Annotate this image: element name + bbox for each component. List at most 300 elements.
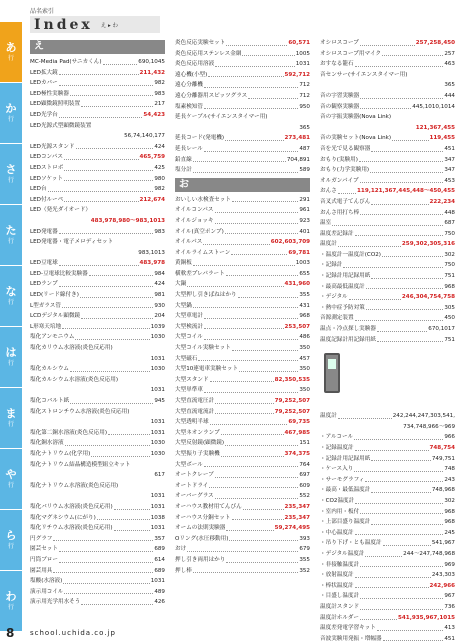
entry-pages: 424 xyxy=(154,281,165,288)
index-entry[interactable] xyxy=(30,523,165,534)
entry-label: ・非接触温度計 xyxy=(320,561,360,568)
index-entry[interactable] xyxy=(175,49,310,60)
index-entry[interactable] xyxy=(320,303,455,314)
entry-pages: 750 xyxy=(444,262,455,269)
index-entry[interactable] xyxy=(320,591,455,602)
index-entry[interactable] xyxy=(30,227,165,238)
leader-dots xyxy=(365,481,443,482)
leader-dots xyxy=(365,556,402,557)
index-entry[interactable] xyxy=(30,576,165,587)
entry-pages: 983 xyxy=(154,228,165,235)
leader-dots xyxy=(89,275,154,276)
index-entry[interactable] xyxy=(175,311,310,322)
entry-pages: 451 xyxy=(444,635,455,642)
tab-kana-6[interactable] xyxy=(0,388,22,448)
index-entry[interactable] xyxy=(175,290,310,301)
tab-kana-1[interactable] xyxy=(0,83,22,143)
index-entry-continued[interactable] xyxy=(320,80,455,91)
entry-label: オームの法則実験器 xyxy=(175,525,226,532)
index-entry[interactable] xyxy=(30,237,165,248)
entry-pages: 749,751 xyxy=(431,455,455,462)
index-entry[interactable] xyxy=(175,470,310,481)
entry-pages: 243 xyxy=(444,476,455,483)
index-entry[interactable] xyxy=(30,375,165,386)
entry-label: 温度計スタンド xyxy=(320,603,360,610)
index-entry[interactable] xyxy=(320,144,455,155)
index-entry[interactable] xyxy=(30,184,165,195)
entry-pages: 217 xyxy=(154,101,165,108)
index-entry[interactable] xyxy=(320,528,455,539)
index-entry[interactable] xyxy=(320,208,455,219)
entry-label: 塩化カリウム水溶液(炎色反応用) xyxy=(30,345,113,352)
index-entry[interactable] xyxy=(320,59,455,70)
entry-label: おけ xyxy=(175,546,187,553)
index-entry[interactable] xyxy=(30,428,165,439)
entry-pages: 465,759 xyxy=(139,154,165,161)
leader-dots xyxy=(371,524,443,525)
entry-pages: 374,375 xyxy=(284,450,310,457)
entry-pages: 1038 xyxy=(150,514,165,521)
index-entry[interactable] xyxy=(30,502,165,513)
tab-kana-label: ら xyxy=(5,529,17,542)
entry-pages: 121,367,455 xyxy=(415,124,455,131)
leader-dots xyxy=(62,328,150,329)
index-entry[interactable] xyxy=(175,322,310,333)
index-entry[interactable] xyxy=(175,502,310,513)
leader-dots xyxy=(193,265,295,266)
entry-label: 音の字習実験器 xyxy=(320,92,360,99)
index-entry[interactable] xyxy=(30,407,165,418)
entry-label: 温度計 xyxy=(320,241,337,248)
index-entry[interactable] xyxy=(175,80,310,91)
entry-label: 大型10連電車実験セット xyxy=(175,366,239,373)
entry-label: オイルライムストーン xyxy=(175,249,231,256)
leader-dots xyxy=(243,509,284,510)
index-entry[interactable] xyxy=(30,269,165,280)
entry-pages: 967 xyxy=(444,593,455,600)
leader-dots xyxy=(229,540,298,541)
index-entry-continued[interactable] xyxy=(30,491,165,502)
leader-dots xyxy=(97,519,150,520)
leader-dots xyxy=(355,534,444,535)
index-entry[interactable] xyxy=(320,313,455,324)
index-entry[interactable] xyxy=(320,496,455,507)
entry-pages: 1031 xyxy=(150,429,165,436)
index-entry[interactable] xyxy=(320,570,455,581)
leader-dots xyxy=(360,513,443,514)
index-entry[interactable] xyxy=(175,59,310,70)
index-entry[interactable] xyxy=(30,343,165,354)
index-entry[interactable] xyxy=(30,57,165,68)
index-entry[interactable] xyxy=(30,68,165,79)
leader-dots xyxy=(204,151,298,152)
index-entry[interactable] xyxy=(320,239,455,250)
index-entry[interactable] xyxy=(320,102,455,113)
entry-label: 塩化カルシウム xyxy=(30,366,69,373)
entry-label: L形寒天培地 xyxy=(30,323,62,330)
leader-dots xyxy=(59,265,139,266)
entry-label: 音の実験セット(Nova Link) xyxy=(320,135,392,142)
entry-label: 温度差発電学習キット xyxy=(320,625,376,632)
leader-dots xyxy=(371,278,443,279)
index-entry[interactable] xyxy=(175,269,310,280)
entry-label: ・放射温度計 xyxy=(320,572,354,579)
index-entry[interactable] xyxy=(30,534,165,545)
entry-pages: 69,735 xyxy=(288,419,310,426)
entry-pages: 750 xyxy=(444,230,455,237)
entry-pages: 151 xyxy=(299,440,310,447)
leader-dots xyxy=(226,530,273,531)
index-entry[interactable] xyxy=(175,438,310,449)
tab-kana-3[interactable] xyxy=(0,205,22,265)
index-entry[interactable] xyxy=(320,38,455,49)
entry-pages: 245 xyxy=(444,529,455,536)
index-entry[interactable] xyxy=(320,292,455,303)
entry-pages: 969 xyxy=(444,561,455,568)
index-entry[interactable] xyxy=(30,311,165,322)
entry-pages: 1031 xyxy=(150,493,165,500)
entry-pages: 483,978,980〜983,1013 xyxy=(90,217,165,224)
leader-dots xyxy=(59,85,154,86)
leader-dots xyxy=(215,498,299,499)
entry-label: ・サーモグラフィ xyxy=(320,476,365,483)
index-entry[interactable] xyxy=(320,443,455,454)
index-entry[interactable] xyxy=(320,112,455,123)
index-entry[interactable] xyxy=(175,102,310,113)
index-entry[interactable] xyxy=(30,205,165,216)
entry-label: 塩素検知管 xyxy=(175,103,203,110)
index-entry[interactable] xyxy=(30,279,165,290)
index-entry[interactable] xyxy=(320,581,455,592)
index-entry[interactable] xyxy=(175,396,310,407)
tab-kana-0[interactable] xyxy=(0,22,22,82)
tab-kana-4[interactable] xyxy=(0,266,22,326)
index-entry[interactable] xyxy=(30,396,165,407)
index-entry[interactable] xyxy=(175,417,310,428)
index-entry-continued[interactable] xyxy=(30,131,165,142)
entry-label: ・熱中症予防対策 xyxy=(320,304,365,311)
index-entry[interactable] xyxy=(175,544,310,555)
leader-dots xyxy=(366,309,444,310)
entry-label: おもり(力学実験用) xyxy=(320,167,370,174)
index-entry[interactable] xyxy=(30,110,165,121)
tab-kana-5[interactable] xyxy=(0,327,22,387)
index-entry[interactable] xyxy=(175,523,310,534)
index-entry-continued[interactable] xyxy=(30,470,165,481)
entry-label: 塩化コバルト紙 xyxy=(30,398,70,404)
leader-dots xyxy=(359,161,443,162)
index-entry[interactable] xyxy=(30,364,165,375)
leader-dots xyxy=(193,161,286,162)
leader-dots xyxy=(215,403,273,404)
index-entry[interactable] xyxy=(320,49,455,60)
entry-label: ・室内用・板付 xyxy=(320,508,360,515)
entry-pages: 655 xyxy=(299,270,310,277)
index-entry[interactable] xyxy=(30,566,165,577)
leader-dots xyxy=(225,445,298,446)
entry-pages: 983,1013 xyxy=(138,249,165,256)
entry-pages: 235,347 xyxy=(284,503,310,510)
tab-kana-2[interactable] xyxy=(0,144,22,204)
index-entry[interactable] xyxy=(320,260,455,271)
leader-dots xyxy=(193,307,299,308)
index-column-2 xyxy=(175,38,310,576)
index-entry[interactable] xyxy=(175,237,310,248)
entry-pages: 79,252,507 xyxy=(274,398,310,404)
tab-kana-8[interactable] xyxy=(0,510,22,570)
entry-label: 塩化リチウム水溶液(炎色反応用) xyxy=(30,525,113,532)
entry-label: おもり(実験用) xyxy=(320,156,358,163)
leader-dots xyxy=(226,275,299,276)
index-entry[interactable] xyxy=(175,248,310,259)
index-entry[interactable] xyxy=(320,282,455,293)
index-entry[interactable] xyxy=(30,587,165,598)
index-entry[interactable] xyxy=(320,324,455,335)
index-entry[interactable] xyxy=(320,517,455,528)
index-entry-continued[interactable] xyxy=(320,422,455,433)
index-entry[interactable] xyxy=(30,142,165,153)
index-entry[interactable] xyxy=(30,99,165,110)
index-entry[interactable] xyxy=(320,475,455,486)
index-entry-continued[interactable] xyxy=(175,123,310,134)
entry-label: 温度計 xyxy=(320,413,337,420)
index-entry[interactable] xyxy=(175,364,310,375)
index-entry[interactable] xyxy=(30,89,165,100)
index-entry[interactable] xyxy=(30,332,165,343)
entry-pages: 291 xyxy=(299,196,310,203)
entry-label: 塩化バリウム水溶液(炎色反応用) xyxy=(30,503,113,510)
entry-pages: 690,1045 xyxy=(138,59,165,65)
index-entry[interactable] xyxy=(320,218,455,229)
tab-kana-7[interactable] xyxy=(0,449,22,509)
entry-pages: 401 xyxy=(299,228,310,235)
index-entry[interactable] xyxy=(175,205,310,216)
leader-dots xyxy=(226,45,287,46)
entry-pages: 982 xyxy=(154,80,165,87)
index-entry[interactable] xyxy=(320,271,455,282)
entry-pages: 242,966 xyxy=(429,582,455,589)
leader-dots xyxy=(80,297,153,298)
entry-pages: 489 xyxy=(154,588,165,595)
tab-kana-label: な xyxy=(5,285,17,298)
index-entry[interactable] xyxy=(175,428,310,439)
index-entry[interactable] xyxy=(175,354,310,365)
entry-pages: 273,481 xyxy=(284,135,310,142)
entry-pages: 453 xyxy=(444,177,455,184)
index-entry[interactable] xyxy=(320,454,455,465)
index-entry[interactable] xyxy=(175,38,310,49)
entry-label: 延長レール xyxy=(175,145,203,152)
index-entry[interactable] xyxy=(175,227,310,238)
index-entry[interactable] xyxy=(30,597,165,608)
index-entry[interactable] xyxy=(30,555,165,566)
entry-label: 大型透明半球 xyxy=(175,419,209,426)
index-entry[interactable] xyxy=(175,279,310,290)
index-entry[interactable] xyxy=(175,481,310,492)
entry-pages: 602,603,709 xyxy=(270,239,310,246)
index-entry[interactable] xyxy=(175,144,310,155)
entry-label: LEDソケット xyxy=(30,175,63,182)
entry-pages: 357 xyxy=(154,535,165,542)
leader-dots xyxy=(371,460,431,461)
index-entry[interactable] xyxy=(30,438,165,449)
index-entry[interactable] xyxy=(320,485,455,496)
index-entry[interactable] xyxy=(175,133,310,144)
index-entry[interactable] xyxy=(30,290,165,301)
index-entry[interactable] xyxy=(320,155,455,166)
leader-dots xyxy=(343,267,443,268)
leader-dots xyxy=(355,577,431,578)
leader-dots xyxy=(221,434,284,435)
entry-pages: 1031 xyxy=(150,355,165,362)
tab-gyo-label: 行 xyxy=(7,482,14,489)
index-entry[interactable] xyxy=(175,375,310,386)
index-entry[interactable] xyxy=(320,197,455,208)
leader-dots xyxy=(75,339,149,340)
entry-pages: 222,234 xyxy=(429,198,455,205)
index-entry-continued[interactable] xyxy=(30,216,165,227)
index-title-box xyxy=(30,16,160,33)
index-entry[interactable] xyxy=(320,432,455,443)
index-entry[interactable] xyxy=(30,513,165,524)
index-entry-continued[interactable] xyxy=(30,248,165,259)
index-entry[interactable] xyxy=(175,407,310,418)
index-entry[interactable] xyxy=(175,195,310,206)
index-entry[interactable] xyxy=(175,332,310,343)
leader-dots xyxy=(215,477,299,478)
entry-label: LED豆電球 xyxy=(30,260,58,267)
index-entry-continued[interactable] xyxy=(30,385,165,396)
index-entry[interactable] xyxy=(30,258,165,269)
entry-label: 大型反射鏡(顕微鏡) xyxy=(175,440,225,447)
entry-label: 大型磁石 xyxy=(175,355,198,362)
entry-pages: 79,252,507 xyxy=(274,408,310,415)
index-entry[interactable] xyxy=(175,513,310,524)
entry-pages: 424 xyxy=(154,143,165,150)
entry-label: 塩化銅水溶液 xyxy=(30,440,64,447)
entry-label: オイルジョッキ xyxy=(175,217,214,224)
leader-dots xyxy=(360,609,443,610)
index-entry[interactable] xyxy=(175,555,310,566)
index-entry[interactable] xyxy=(175,112,310,123)
index-entry-continued[interactable] xyxy=(30,417,165,428)
index-entry[interactable] xyxy=(320,335,455,346)
index-entry[interactable] xyxy=(30,544,165,555)
leader-dots xyxy=(59,286,154,287)
index-title: Index xyxy=(34,16,93,33)
index-entry[interactable] xyxy=(320,411,455,422)
index-entry[interactable] xyxy=(320,549,455,560)
index-entry[interactable] xyxy=(30,152,165,163)
index-entry[interactable] xyxy=(30,449,165,460)
footer-url: school.uchida.co.jp xyxy=(30,629,116,637)
leader-dots xyxy=(248,98,298,99)
index-entry[interactable] xyxy=(175,491,310,502)
leader-dots xyxy=(59,551,153,552)
leader-dots xyxy=(209,487,298,488)
entry-pages: 704,891 xyxy=(286,156,310,163)
leader-dots xyxy=(360,566,443,567)
entry-pages: 457 xyxy=(299,355,310,362)
index-entry[interactable] xyxy=(320,186,455,197)
entry-pages: 82,350,535 xyxy=(274,376,310,383)
entry-pages: 235,347 xyxy=(284,514,310,521)
index-entry[interactable] xyxy=(175,165,310,176)
index-entry[interactable] xyxy=(175,91,310,102)
index-entry[interactable] xyxy=(320,70,455,81)
entry-label: ・デジタル温度計 xyxy=(320,550,365,557)
entry-label: 音の観察実験器 xyxy=(320,103,360,110)
index-entry[interactable] xyxy=(175,534,310,545)
entry-pages: 697 xyxy=(299,472,310,479)
tab-kana-label: わ xyxy=(5,590,17,603)
index-entry[interactable] xyxy=(30,163,165,174)
entry-label: オシロスコープ用マイク xyxy=(320,50,382,57)
entry-pages: 764 xyxy=(299,461,310,468)
index-entry[interactable] xyxy=(30,301,165,312)
index-entry[interactable] xyxy=(320,165,455,176)
entry-pages: 617 xyxy=(154,472,165,479)
index-entry[interactable] xyxy=(320,229,455,240)
index-entry[interactable] xyxy=(175,258,310,269)
entry-label: ・目盛し温度計 xyxy=(320,593,360,600)
index-entry-continued[interactable] xyxy=(320,123,455,134)
index-entry[interactable] xyxy=(175,70,310,81)
entry-label: ・上部目盛り温度計 xyxy=(320,519,371,526)
index-entry[interactable] xyxy=(30,174,165,185)
index-entry[interactable] xyxy=(30,460,165,471)
leader-dots xyxy=(53,572,153,573)
index-entry[interactable] xyxy=(320,538,455,549)
index-entry[interactable] xyxy=(30,322,165,333)
index-entry-continued[interactable] xyxy=(30,354,165,365)
index-entry[interactable] xyxy=(175,385,310,396)
tab-gyo-label: 行 xyxy=(7,55,14,62)
index-entry[interactable] xyxy=(175,460,310,471)
page-number: 8 xyxy=(6,626,15,640)
index-entry[interactable] xyxy=(30,195,165,206)
index-entry[interactable] xyxy=(30,121,165,132)
index-entry[interactable] xyxy=(30,481,165,492)
entry-label: LED付ルーペ xyxy=(30,196,64,203)
index-entry[interactable] xyxy=(175,155,310,166)
entry-pages: 253,507 xyxy=(284,323,310,330)
leader-dots xyxy=(392,140,428,141)
index-entry[interactable] xyxy=(320,133,455,144)
entry-pages: 751 xyxy=(444,336,455,343)
index-entry[interactable] xyxy=(320,507,455,518)
index-entry[interactable] xyxy=(175,449,310,460)
index-entry[interactable] xyxy=(175,566,310,577)
index-entry[interactable] xyxy=(320,464,455,475)
index-entry[interactable] xyxy=(175,301,310,312)
leader-dots xyxy=(355,320,444,321)
index-entry[interactable] xyxy=(320,176,455,187)
entry-label: ・デジタル xyxy=(320,294,348,301)
entry-label: LED(リード線付き) xyxy=(30,292,79,299)
index-entry[interactable] xyxy=(175,216,310,227)
index-entry[interactable] xyxy=(30,78,165,89)
leader-dots xyxy=(231,254,287,255)
kana-tab-bar xyxy=(0,22,22,632)
index-entry[interactable] xyxy=(320,560,455,571)
index-entry[interactable] xyxy=(320,91,455,102)
index-entry[interactable] xyxy=(175,343,310,354)
index-entry[interactable] xyxy=(320,250,455,261)
index-entry[interactable] xyxy=(320,602,455,613)
entry-label: LEDコンパス xyxy=(30,154,63,161)
entry-pages: 487 xyxy=(299,145,310,152)
